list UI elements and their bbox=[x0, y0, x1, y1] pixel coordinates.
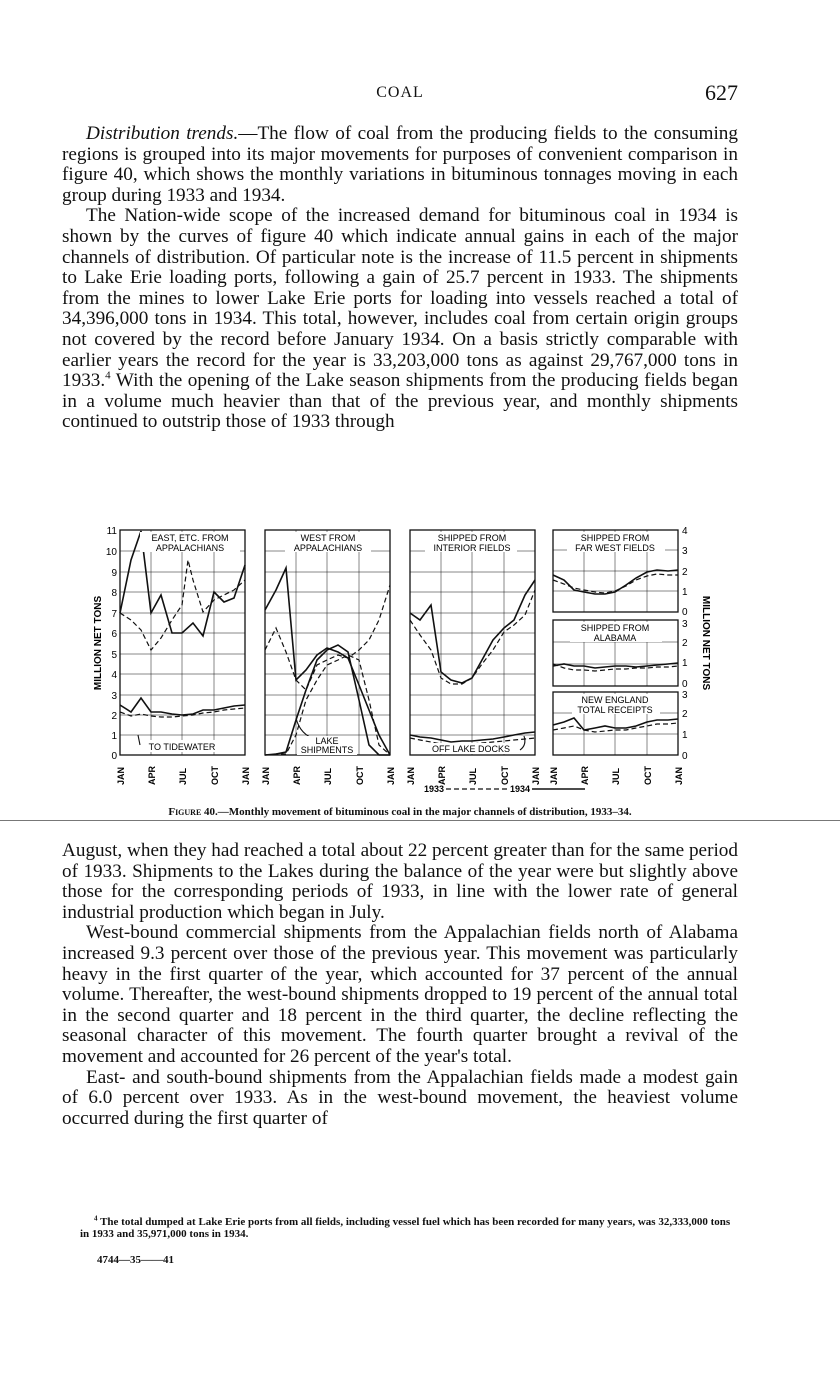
tick-7: 7 bbox=[111, 609, 117, 620]
running-head bbox=[62, 80, 738, 106]
curve-east-1933 bbox=[120, 560, 245, 650]
curve-west-1934 bbox=[265, 568, 390, 755]
label-lake-1: LAKE bbox=[315, 736, 339, 746]
month-apr: APR bbox=[437, 765, 447, 785]
panel-interior-title-2: INTERIOR FIELDS bbox=[433, 543, 511, 553]
tick-r-3: 3 bbox=[682, 546, 688, 557]
month-jan: JAN bbox=[116, 766, 126, 785]
footnote-reference: 4 bbox=[105, 369, 111, 382]
panel-alabama-title-2: ALABAMA bbox=[593, 633, 637, 643]
body-text-top bbox=[62, 124, 738, 433]
panel-west-title-1: WEST FROM bbox=[300, 533, 356, 543]
label-off-lake-docks: OFF LAKE DOCKS bbox=[431, 744, 511, 754]
tick-rb-3: 3 bbox=[682, 690, 688, 701]
right-y-axis-label: MILLION NET TONS bbox=[700, 595, 711, 691]
tick-r-0: 0 bbox=[682, 607, 688, 618]
running-title: COAL bbox=[376, 84, 424, 101]
panel-newengland-title-1: NEW ENGLAND bbox=[581, 695, 649, 705]
paragraph-west-bound: West-bound commercial shipments from the Appalachian fields north of Alabama increased 9.3 percent over those of the previous year. This movement was particularly heavy in the first quarter of the year, which accounted for 37 percent of the annual volume. Thereafter, the west-bound shipments dropped to 19 percent of the annual total in the second quarter and 18 percent in the third quarter, the decline reflecting the seasonal character of this movement. The fourth quarter brought a revival of the movement and accounted for 26 percent of the year's total. bbox=[62, 922, 738, 1067]
tick-r-1: 1 bbox=[682, 587, 688, 598]
italic-lead: Distribution trends. bbox=[86, 123, 239, 144]
tick-rm-0: 0 bbox=[682, 679, 688, 690]
curve-farwest-1933 bbox=[553, 574, 678, 593]
month-apr: APR bbox=[292, 765, 302, 785]
month-apr: APR bbox=[147, 765, 157, 785]
tick-r-2: 2 bbox=[682, 567, 688, 578]
curve-interior-1934 bbox=[410, 580, 535, 683]
tick-9: 9 bbox=[111, 568, 117, 579]
panel-east-frame bbox=[120, 530, 245, 755]
series-1934 bbox=[120, 531, 678, 755]
paragraph-continued: August, when they had reached a total about 22 percent greater than for the same period of 1933. Shipments to the Lakes during the balance of the year were but slightly above those for the corresponding periods of 1933, in line with the lower rate of general industrial production which began in July. bbox=[62, 840, 738, 923]
month-jul: JUL bbox=[323, 767, 333, 785]
tick-rm-3: 3 bbox=[682, 619, 688, 630]
legend-1934: 1934 bbox=[510, 784, 531, 794]
tick-rb-2: 2 bbox=[682, 709, 688, 720]
month-jul: JUL bbox=[611, 767, 621, 785]
panel-farwest-title-1: SHIPPED FROM bbox=[580, 533, 650, 543]
month-jan: JAN bbox=[674, 766, 684, 785]
tick-3: 3 bbox=[111, 691, 117, 702]
paragraph-text: The Nation-wide scope of the increased demand for bituminous coal in 1934 is shown by the curves of figure 40 which indicate annual gains in each of the major channels of distribution. Of particular note is the increase of 11.5 percent in shipments to Lake Erie loading ports, following a gain of 25.7 percent in 1933. The shipments from the mines to lower Lake Erie ports for loading into vessels reached a total of 34,396,000 tons in 1934. This total, however, includes coal from certain origin groups not covered by the record before January 1934. On a basis strictly comparable with earlier years the record for the year is 33,203,000 tons as against 29,767,000 tons in 1933. bbox=[62, 205, 738, 392]
left-y-ticks bbox=[106, 526, 118, 762]
month-oct: OCT bbox=[210, 766, 220, 785]
panel-west-title-2: APPALACHIANS bbox=[293, 543, 363, 553]
paragraph-east-south-bound: East- and south-bound shipments from the Appalachian fields made a modest gain of 6.0 percent over 1933. As in the west-bound movement, the heaviest volume occurred during the first quarter of bbox=[62, 1066, 738, 1129]
tick-rm-2: 2 bbox=[682, 638, 688, 649]
panel-interior-frame bbox=[410, 530, 535, 755]
month-jan: JAN bbox=[241, 766, 251, 785]
tick-1: 1 bbox=[111, 731, 117, 742]
paragraph-text-after: With the opening of the Lake season shipments from the producing fields began in a volume much heavier than that of the previous year, and monthly shipments continued to outstrip those of 1933 through bbox=[62, 370, 738, 433]
caption-rule bbox=[0, 820, 840, 821]
tick-rb-1: 1 bbox=[682, 730, 688, 741]
tick-10: 10 bbox=[105, 547, 117, 558]
curve-tidewater-1934 bbox=[120, 698, 245, 715]
tick-4: 4 bbox=[111, 670, 117, 681]
right-y-ticks bbox=[682, 526, 688, 762]
month-jan: JAN bbox=[261, 766, 271, 785]
panel-titles bbox=[140, 532, 665, 715]
tick-rb-0: 0 bbox=[682, 751, 688, 762]
tick-8: 8 bbox=[111, 588, 117, 599]
paragraph-text: —The flow of coal from the producing fields to the consuming regions is grouped into its major movements for purposes of convenient comparison in figure 40, which shows the monthly variations in bituminous tonnages moving in each group during 1933 and 1934. bbox=[62, 123, 738, 206]
footnote bbox=[80, 1216, 738, 1240]
footnote-text: The total dumped at Lake Erie ports from all fields, including vessel fuel which has been recorded for many years, was 32,333,000 tons in 1933 and 35,971,000 tons in 1934. bbox=[80, 1216, 731, 1240]
panel-interior-title-1: SHIPPED FROM bbox=[437, 533, 507, 543]
figure-caption bbox=[62, 806, 738, 818]
curve-interior-1933 bbox=[410, 590, 535, 684]
panel-farwest-title-2: FAR WEST FIELDS bbox=[575, 543, 655, 553]
month-jul: JUL bbox=[178, 767, 188, 785]
in-plot-labels bbox=[142, 736, 518, 755]
paragraph-nationwide-scope bbox=[62, 206, 738, 433]
label-lake-2: SHIPMENTS bbox=[300, 745, 354, 755]
panel-newengland-title-2: TOTAL RECEIPTS bbox=[577, 705, 653, 715]
tick-r-4: 4 bbox=[682, 526, 688, 537]
tick-2: 2 bbox=[111, 711, 117, 722]
curve-offlake-1934 bbox=[410, 732, 535, 742]
panel-east-title-2: APPALACHIANS bbox=[155, 543, 225, 553]
month-jan: JAN bbox=[406, 766, 416, 785]
tick-6: 6 bbox=[111, 629, 117, 640]
footnote-marker: 4 bbox=[94, 1214, 98, 1223]
print-code: 4744—35——41 bbox=[97, 1254, 174, 1266]
paragraph-distribution-trends bbox=[62, 124, 738, 206]
panel-west-frame bbox=[265, 530, 390, 755]
month-oct: OCT bbox=[643, 766, 653, 785]
page-number: 627 bbox=[705, 80, 738, 105]
left-y-axis-label: MILLION NET TONS bbox=[93, 595, 104, 691]
tick-11: 11 bbox=[106, 526, 117, 537]
x-month-labels bbox=[116, 765, 684, 785]
month-oct: OCT bbox=[500, 766, 510, 785]
tick-rm-1: 1 bbox=[682, 658, 688, 669]
panel-alabama-title-1: SHIPPED FROM bbox=[580, 623, 650, 633]
month-apr: APR bbox=[580, 765, 590, 785]
series-1933 bbox=[120, 560, 678, 755]
caption-text: —Monthly movement of bituminous coal in the major channels of distribution, 1933–34. bbox=[217, 806, 632, 818]
month-jan: JAN bbox=[549, 766, 559, 785]
tick-0: 0 bbox=[111, 751, 117, 762]
month-jul: JUL bbox=[468, 767, 478, 785]
month-oct: OCT bbox=[355, 766, 365, 785]
panel-east-title-1: EAST, ETC. FROM bbox=[151, 533, 229, 543]
tick-5: 5 bbox=[111, 650, 117, 661]
label-to-tidewater: TO TIDEWATER bbox=[148, 742, 216, 752]
body-text-bottom bbox=[62, 841, 738, 1129]
figure-40-chart bbox=[0, 515, 840, 805]
legend-1933: 1933 bbox=[424, 784, 445, 794]
month-jan: JAN bbox=[531, 766, 541, 785]
caption-label: Figure 40. bbox=[168, 806, 218, 818]
month-jan: JAN bbox=[386, 766, 396, 785]
